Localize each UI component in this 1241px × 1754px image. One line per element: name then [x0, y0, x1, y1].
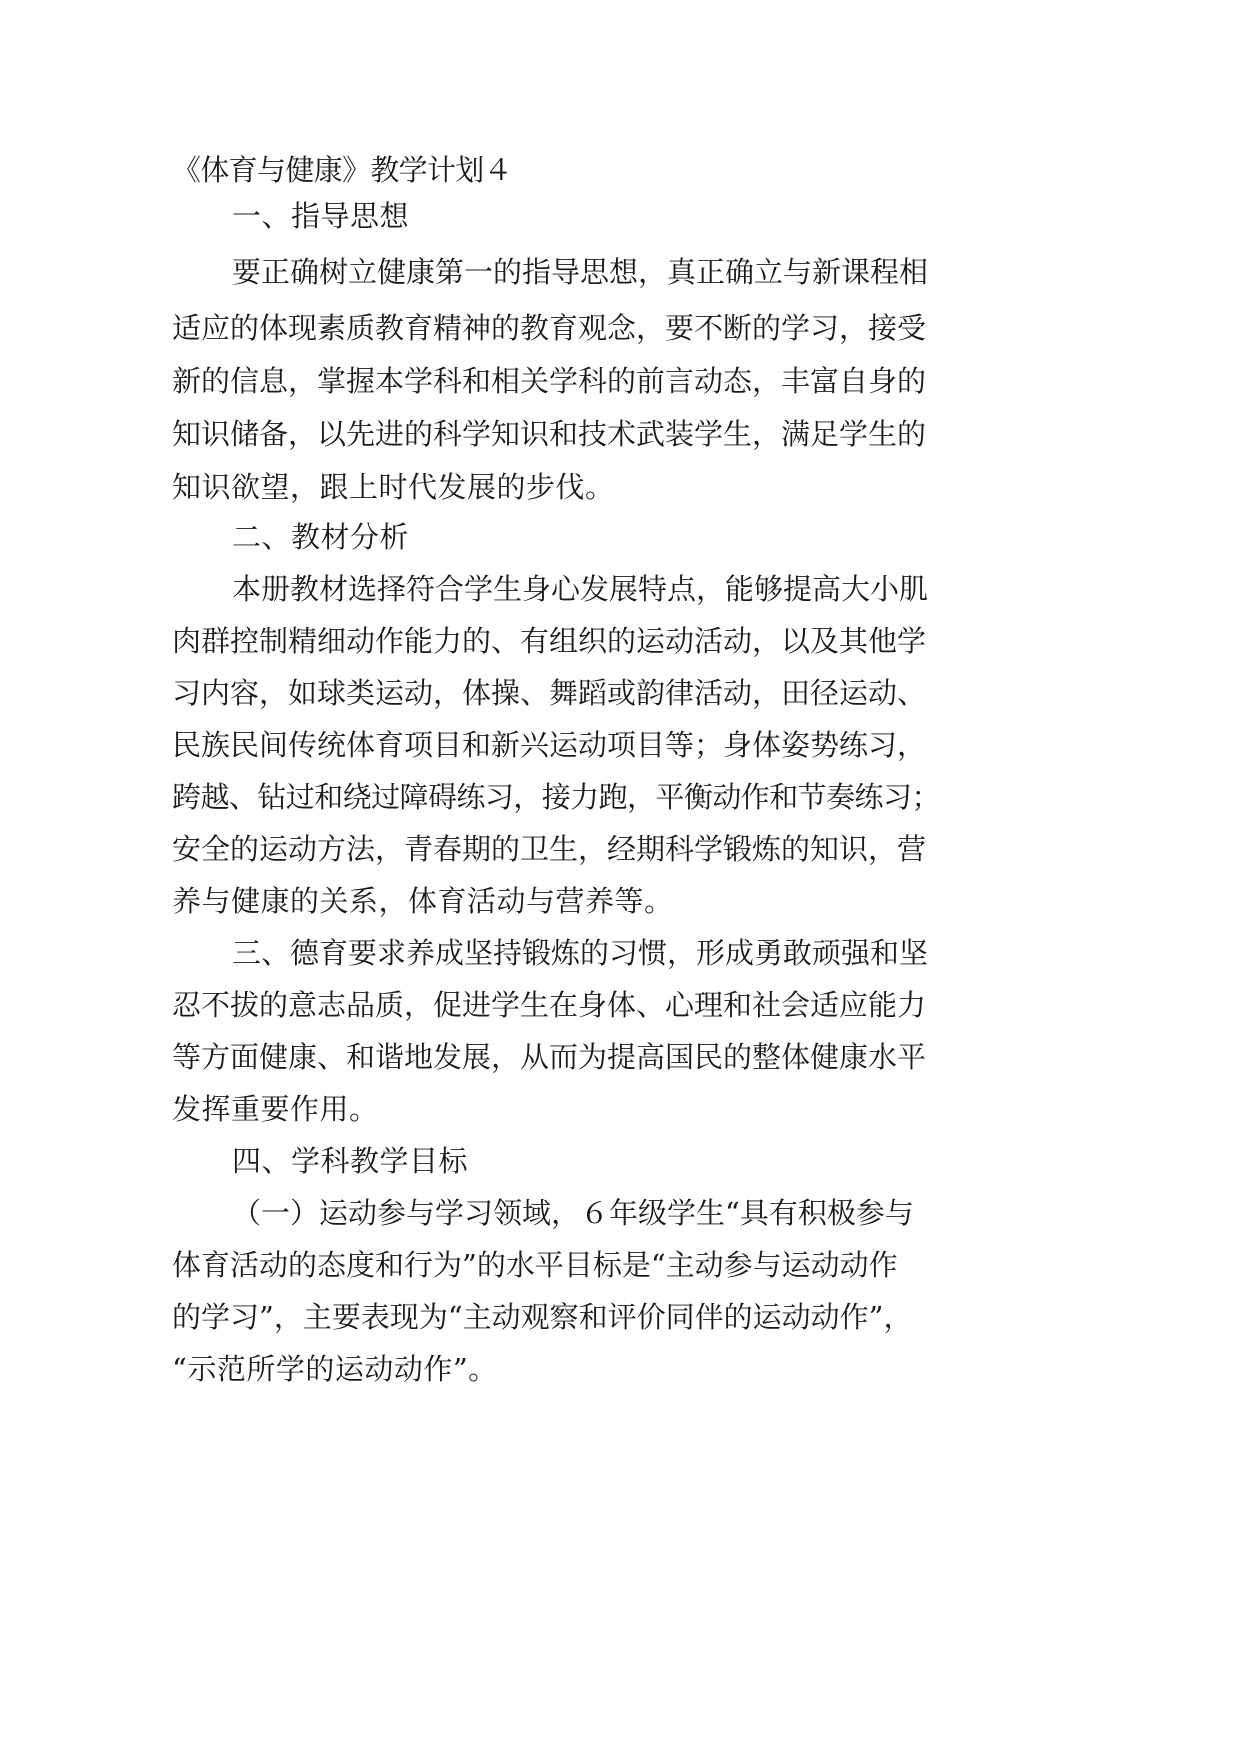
body-line: “示范所学的运动动作”。	[172, 1352, 498, 1386]
heading-guiding-ideology: 一、指导思想	[232, 199, 410, 233]
body-line: 的学习”，主要表现为“主动观察和评价同伴的运动动作”，	[172, 1300, 913, 1334]
body-line: 本册教材选择符合学生身心发展特点，能够提高大小肌	[232, 572, 929, 606]
body-line: （一）运动参与学习领域，６年级学生“具有积极参与	[232, 1196, 914, 1230]
heading-material-analysis: 二、教材分析	[232, 520, 410, 554]
body-line: 知识欲望，跟上时代发展的步伐。	[172, 470, 615, 504]
body-line: 民族民间传统体育项目和新兴运动项目等；身体姿势练习，	[172, 728, 927, 762]
body-line: 三、德育要求养成坚持锻炼的习惯，形成勇敢顽强和坚	[232, 936, 929, 970]
body-line: 发挥重要作用。	[172, 1092, 379, 1126]
body-line: 要正确树立健康第一的指导思想，真正确立与新课程相	[232, 255, 929, 289]
body-line: 忍不拔的意志品质，促进学生在身体、心理和社会适应能力	[172, 988, 927, 1022]
body-line: 习内容，如球类运动，体操、舞蹈或韵律活动，田径运动、	[172, 676, 927, 710]
heading-teaching-goals: 四、学科教学目标	[232, 1144, 469, 1178]
body-line: 新的信息，掌握本学科和相关学科的前言动态，丰富自身的	[172, 364, 927, 398]
body-line: 等方面健康、和谐地发展，从而为提高国民的整体健康水平	[172, 1040, 927, 1074]
body-line: 养与健康的关系，体育活动与营养等。	[172, 884, 674, 918]
body-line: 知识储备，以先进的科学知识和技术武装学生，满足学生的	[172, 417, 927, 451]
body-line: 肉群控制精细动作能力的、有组织的运动活动，以及其他学	[172, 624, 927, 658]
body-line: 安全的运动方法，青春期的卫生，经期科学锻炼的知识，营	[172, 832, 927, 866]
document-title: 《体育与健康》教学计划４	[172, 153, 512, 187]
body-line: 适应的体现素质教育精神的教育观念，要不断的学习，接受	[172, 311, 927, 345]
body-line: 跨越、钻过和绕过障碍练习，接力跑，平衡动作和节奏练习；	[172, 780, 940, 814]
body-line: 体育活动的态度和行为”的水平目标是“主动参与运动动作	[172, 1248, 898, 1282]
